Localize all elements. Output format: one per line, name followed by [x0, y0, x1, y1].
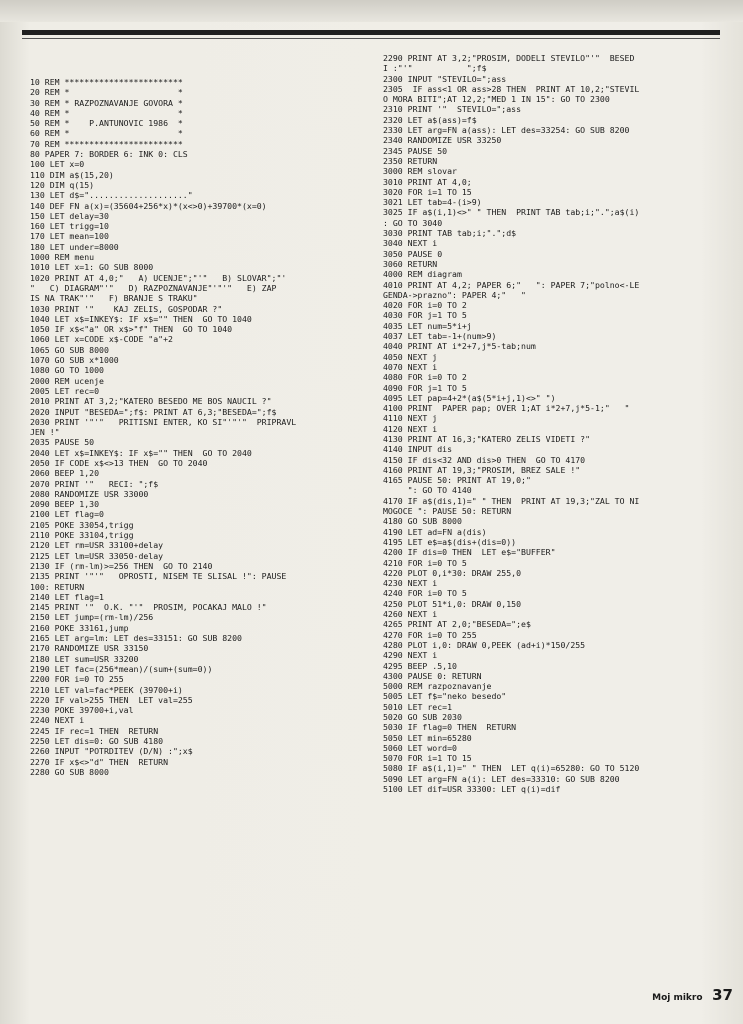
code-line: 4200 IF dis=0 THEN LET e$="BUFFER" — [383, 547, 556, 558]
code-line: 2250 LET dis=0: GO SUB 4180 — [30, 736, 164, 746]
code-line: GENDA->prazno": PAPER 4;" " — [383, 289, 526, 300]
code-line: 5070 FOR i=1 TO 15 — [383, 753, 472, 764]
code-line: 1040 LET x$=INKEY$: IF x$="" THEN GO TO 1040 — [30, 313, 252, 324]
code-line: 5020 GO SUB 2030 — [383, 712, 462, 722]
page-footer — [652, 985, 733, 1004]
code-line: 4035 LET num=5*i+j — [383, 320, 472, 331]
code-line: 5005 LET f$="neko besedo" — [383, 691, 507, 702]
code-line: 100 LET x=0 — [30, 159, 85, 170]
code-line: 4120 NEXT i — [383, 423, 438, 434]
code-line: 3021 LET tab=4-(i>9) — [383, 197, 482, 208]
code-line: I :"'" ";f$ — [383, 63, 487, 74]
code-line: 4040 PRINT AT i*2+7,j*5-tab;num — [383, 341, 536, 352]
code-line: 4170 IF a$(dis,1)=" " THEN PRINT AT 19,3;"ZAL TO NI — [383, 495, 640, 506]
code-line: 2340 RANDOMIZE USR 33250 — [383, 135, 502, 146]
code-line: 1010 LET x=1: GO SUB 8000 — [30, 262, 154, 273]
code-line: 2220 IF val>255 THEN LET val=255 — [30, 694, 193, 705]
code-line: 1020 PRINT AT 4,0;" A) UCENJE";"'" B) SLOVAR";"' — [30, 272, 287, 283]
code-line: 2330 LET arg=FN a(ass): LET des=33254: GO SUB 8200 — [383, 125, 630, 136]
code-line: 2080 RANDOMIZE USR 33000 — [30, 488, 149, 499]
code-line: 2280 GO SUB 8000 — [30, 766, 109, 777]
code-line: 2260 INPUT "POTRDITEV (D/N) :";x$ — [30, 746, 193, 757]
code-line: 2000 REM ucenje — [30, 375, 104, 386]
code-line: 2140 LET flag=1 — [30, 591, 104, 602]
code-line: 4095 LET pap=4+2*(a$(5*i+j,1)<>" ") — [383, 392, 556, 403]
code-line: 2070 PRINT '" RECI: ";f$ — [30, 478, 159, 489]
code-line: 3030 PRINT TAB tab;i;".";d$ — [383, 228, 517, 239]
code-line: 1030 PRINT '" KAJ ZELIS, GOSPODAR ?" — [30, 303, 223, 314]
code-line: 3060 RETURN — [383, 258, 438, 269]
code-line: 70 REM ************************ — [30, 138, 183, 149]
code-line: 4020 FOR i=0 TO 2 — [383, 300, 467, 311]
code-line: 4165 PAUSE 50: PRINT AT 19,0;" — [383, 475, 531, 486]
code-line: 3025 IF a$(i,1)<>" " THEN PRINT TAB tab;i;".";a$(i) — [383, 207, 640, 218]
code-line: 2345 PAUSE 50 — [383, 145, 448, 156]
code-line: 2050 IF CODE x$<>13 THEN GO TO 2040 — [30, 457, 208, 468]
code-line: 2200 FOR i=0 TO 255 — [30, 674, 124, 685]
code-line: 100: RETURN — [30, 581, 85, 592]
code-line: 4300 PAUSE 0: RETURN — [383, 670, 482, 681]
listing-right-column — [383, 53, 723, 794]
code-line: 4000 REM diagram — [383, 269, 462, 280]
code-line: 2105 POKE 33054,trigg — [30, 519, 134, 530]
code-line: 2240 NEXT i — [30, 715, 85, 726]
code-line: 2020 INPUT "BESEDA=";f$: PRINT AT 6,3;"BESEDA=";f$ — [30, 406, 277, 417]
code-line: 30 REM * RAZPOZNAVANJE GOVORA * — [30, 97, 183, 108]
code-line: 170 LET mean=100 — [30, 231, 109, 242]
code-line: 1050 IF x$<"a" OR x$>"f" THEN GO TO 1040 — [30, 324, 233, 335]
code-line: 5060 LET word=0 — [383, 742, 457, 753]
code-line: 2120 LET rm=USR 33100+delay — [30, 540, 164, 551]
code-line: 4160 PRINT AT 19,3;"PROSIM, BREZ SALE !" — [383, 464, 581, 475]
code-line: 2060 BEEP 1,20 — [30, 468, 100, 479]
code-line: 2010 PRINT AT 3,2;"KATERO BESEDO ME BOS NAUCIL ?" — [30, 396, 272, 407]
code-line: 2090 BEEP 1,30 — [30, 499, 100, 510]
code-line: 40 REM * * — [30, 107, 183, 118]
code-line: 2310 PRINT '" STEVILO=";ass — [383, 104, 522, 115]
code-line: 4230 NEXT i — [383, 578, 438, 589]
code-line: 4100 PRINT PAPER pap; OVER 1;AT i*2+7,j*5-1;" " — [383, 403, 630, 414]
code-line: 3020 FOR i=1 TO 15 — [383, 186, 472, 197]
code-line: 5010 LET rec=1 — [383, 701, 453, 712]
page-top-edge — [0, 0, 743, 22]
page-number: 37 — [712, 986, 733, 1004]
code-line: 3040 NEXT i — [383, 238, 438, 249]
code-line: 4037 LET tab=-1+(num>9) — [383, 331, 497, 342]
code-line: 4250 PLOT 51*i,0: DRAW 0,150 — [383, 598, 522, 609]
code-line: 4270 FOR i=0 TO 255 — [383, 629, 477, 640]
code-line: 2180 LET sum=USR 33200 — [30, 653, 139, 664]
code-line: 4220 PLOT 0,i*30: DRAW 255,0 — [383, 567, 522, 578]
code-line: 3010 PRINT AT 4,0; — [383, 176, 472, 187]
code-line: 80 PAPER 7: BORDER 6: INK 0: CLS — [30, 149, 188, 160]
code-line: 4260 NEXT i — [383, 609, 438, 620]
code-line: 4140 INPUT dis — [383, 444, 453, 455]
code-line: 2030 PRINT '"'" PRITISNI ENTER, KO SI"'"'" PRIPRAVL — [30, 416, 297, 427]
code-line: 1080 GO TO 1000 — [30, 365, 104, 376]
code-line: 2230 POKE 39700+i,val — [30, 705, 134, 716]
code-line: 5030 IF flag=0 THEN RETURN — [383, 722, 517, 733]
code-line: 4295 BEEP .5,10 — [383, 660, 457, 671]
code-line: 2130 IF (rm-lm)>=256 THEN GO TO 2140 — [30, 560, 213, 571]
code-line: 2290 PRINT AT 3,2;"PROSIM, DODELI STEVILO"'" BESED — [383, 53, 635, 63]
code-line: 4210 FOR i=0 TO 5 — [383, 557, 467, 568]
code-line: 4130 PRINT AT 16,3;"KATERO ZELIS VIDETI ?" — [383, 433, 591, 444]
code-line: " C) DIAGRAM"'" D) RAZPOZNAVANJE"'"'" E) ZAP — [30, 282, 277, 293]
code-line: 4080 FOR i=0 TO 2 — [383, 372, 467, 383]
code-line: 2350 RETURN — [383, 155, 438, 166]
code-line: 4180 GO SUB 8000 — [383, 516, 462, 527]
code-line: 4090 FOR j=1 TO 5 — [383, 382, 467, 393]
code-line: 50 REM * P.ANTUNOVIC 1986 * — [30, 118, 183, 129]
code-line: 1065 GO SUB 8000 — [30, 344, 109, 355]
code-line: 4030 FOR j=1 TO 5 — [383, 310, 467, 321]
code-line: 3050 PAUSE 0 — [383, 248, 443, 259]
code-line: 160 LET trigg=10 — [30, 221, 109, 232]
code-line: 4010 PRINT AT 4,2; PAPER 6;" ": PAPER 7;"polno<-LE — [383, 279, 640, 290]
code-line: : GO TO 3040 — [383, 217, 443, 228]
code-line: 1060 LET x=CODE x$-CODE "a"+2 — [30, 334, 173, 345]
listing-left-column — [30, 77, 375, 777]
code-line: 180 LET under=8000 — [30, 241, 119, 252]
code-line: 1000 REM menu — [30, 252, 95, 263]
code-line: 5080 IF a$(i,1)=" " THEN LET q(i)=65280: GO TO 5120 — [383, 763, 640, 774]
code-line: 5100 LET dif=USR 33300: LET q(i)=dif — [383, 784, 561, 795]
code-line: 130 LET d$="...................." — [30, 190, 193, 201]
code-line: 20 REM * * — [30, 87, 183, 98]
code-line: 2160 POKE 33161,jump — [30, 622, 129, 633]
code-line: 150 LET delay=30 — [30, 210, 109, 221]
code-line: 2110 POKE 33104,trigg — [30, 530, 134, 541]
code-line: 60 REM * * — [30, 128, 183, 139]
code-line: 2100 LET flag=0 — [30, 509, 104, 520]
code-line: 4190 LET ad=FN a(dis) — [383, 526, 487, 537]
code-line: 2210 LET val=fac*PEEK (39700+i) — [30, 684, 183, 695]
code-line: MOGOCE ": PAUSE 50: RETURN — [383, 506, 512, 517]
code-line: 5090 LET arg=FN a(i): LET des=33310: GO SUB 8200 — [383, 773, 620, 784]
code-line: 4195 LET e$=a$(dis+(dis=0)) — [383, 536, 517, 547]
code-line: IS NA TRAK"'" F) BRANJE S TRAKU" — [30, 293, 198, 304]
code-line: O MORA BITI";AT 12,2;"MED 1 IN 15": GO TO 2300 — [383, 94, 610, 105]
code-line: 4150 IF dis<32 AND dis>0 THEN GO TO 4170 — [383, 454, 586, 465]
code-line: 4240 FOR i=0 TO 5 — [383, 588, 467, 599]
code-line: 2040 LET x$=INKEY$: IF x$="" THEN GO TO 2040 — [30, 447, 252, 458]
code-line: 3000 REM slovar — [383, 166, 457, 177]
magazine-brand: Moj mikro — [652, 993, 703, 1003]
code-line: 10 REM ************************ — [30, 77, 183, 87]
code-line: 2170 RANDOMIZE USR 33150 — [30, 643, 149, 654]
code-line: 2150 LET jump=(rm-lm)/256 — [30, 612, 154, 623]
header-rule-thin — [22, 38, 720, 39]
code-line: 2270 IF x$<>"d" THEN RETURN — [30, 756, 169, 767]
code-line: 2305 IF ass<1 OR ass>28 THEN PRINT AT 10,2;"STEVIL — [383, 83, 640, 94]
code-line: 2135 PRINT '"'" OPROSTI, NISEM TE SLISAL !": PAUSE — [30, 571, 287, 582]
code-line: 140 DEF FN a(x)=(35604+256*x)*(x<>0)+39700*(x=0) — [30, 200, 267, 211]
code-line: 110 DIM a$(15,20) — [30, 169, 114, 180]
code-line: 4070 NEXT i — [383, 361, 438, 372]
code-line: JEN !" — [30, 427, 60, 438]
code-line: 2005 LET rec=0 — [30, 385, 100, 396]
code-line: 2165 LET arg=lm: LET des=33151: GO SUB 8200 — [30, 633, 242, 644]
code-line: 2145 PRINT '" O.K. "'" PROSIM, POCAKAJ MALO !" — [30, 602, 267, 613]
code-line: 2035 PAUSE 50 — [30, 437, 95, 448]
code-line: 4280 PLOT i,0: DRAW 0,PEEK (ad+i)*150/255 — [383, 639, 586, 650]
code-line: 2125 LET lm=USR 33050-delay — [30, 550, 164, 561]
code-line: 5050 LET min=65280 — [383, 732, 472, 743]
code-line: 5000 REM razpoznavanje — [383, 681, 492, 692]
code-line: 4050 NEXT j — [383, 351, 438, 362]
code-line: 2320 LET a$(ass)=f$ — [383, 114, 477, 125]
code-line: 2300 INPUT "STEVILO=";ass — [383, 73, 507, 84]
code-line: 2245 IF rec=1 THEN RETURN — [30, 725, 159, 736]
code-line: 120 DIM q(15) — [30, 179, 95, 190]
code-line: 4290 NEXT i — [383, 650, 438, 661]
code-line: 4265 PRINT AT 2,0;"BESEDA=";e$ — [383, 619, 531, 630]
code-line: 4110 NEXT j — [383, 413, 438, 424]
code-line: 1070 GO SUB x*1000 — [30, 355, 119, 366]
header-rule — [22, 30, 720, 35]
code-line: ": GO TO 4140 — [383, 485, 472, 496]
code-line: 2190 LET fac=(256*mean)/(sum+(sum=0)) — [30, 663, 213, 674]
